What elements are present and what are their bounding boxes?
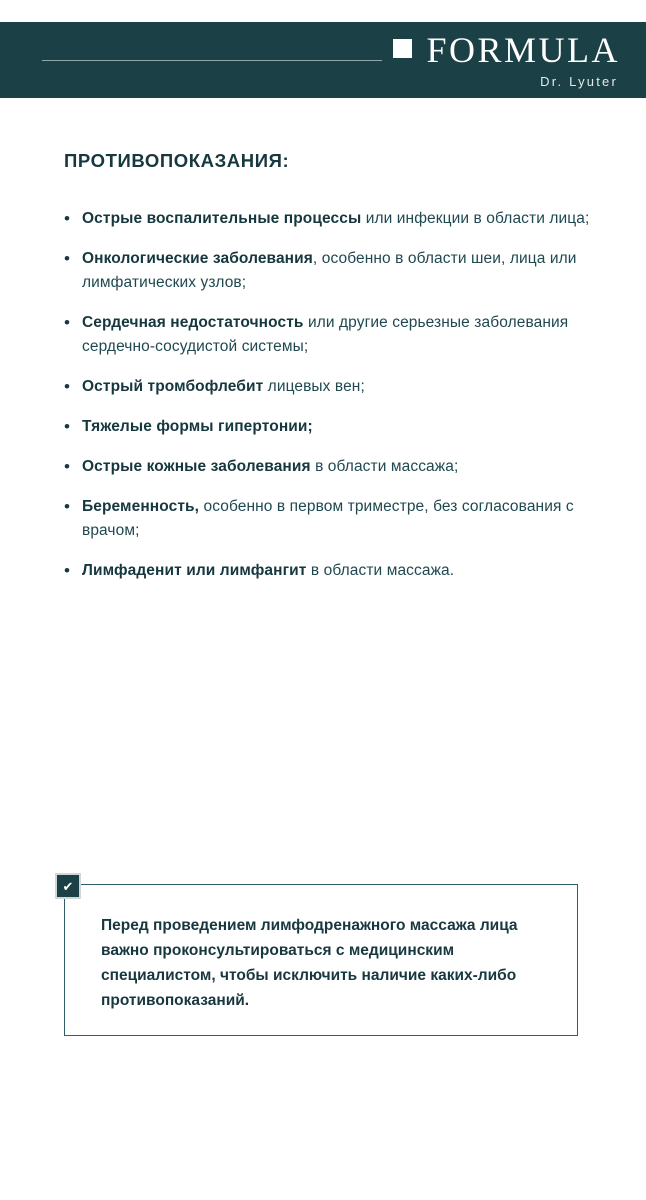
list-item-rest: или инфекции в области лица; [361,210,590,227]
brand-row [393,32,620,68]
advice-callout-text: Перед проведением лимфодренажного массажа лица важно проконсультироваться с медицинским специалистом, чтобы исключить наличие каких-либо противопоказаний. [101,917,518,1009]
list-item-bold: Беременность, [82,498,200,515]
list-item [64,311,594,359]
advice-callout [64,884,578,1036]
list-item-text [82,559,454,583]
list-item-text [82,311,594,359]
list-item-rest: , особенно в области шеи, лица или лимфатических узлов; [82,250,577,291]
list-item-rest: особенно в первом триместре, без согласования с врачом; [82,498,574,539]
list-item [64,495,594,543]
bullet-icon: • [64,377,70,396]
bullet-icon: • [64,561,70,580]
header-rule [42,60,382,61]
list-item [64,247,594,295]
brand-subtitle: Dr. Lyuter [540,74,618,89]
list-item-text [82,415,313,439]
list-item-bold: Тяжелые формы гипертонии; [82,418,313,435]
list-item-text [82,455,458,479]
contraindications-list [64,207,594,599]
list-item-bold: Острые воспалительные процессы [82,210,362,227]
list-item-rest: в области массажа. [306,562,455,579]
brand-name: FORMULA [426,30,620,70]
bullet-icon: • [64,313,70,332]
list-item-text [82,207,589,231]
page-title: ПРОТИВОПОКАЗАНИЯ: [64,150,290,171]
list-item [64,559,594,583]
list-item-rest: или другие серьезные заболевания сердечно-сосудистой системы; [82,314,569,355]
brand-block [393,32,620,88]
list-item-rest: лицевых вен; [263,378,365,395]
list-item-text [82,375,365,399]
list-item [64,207,594,231]
bullet-icon: • [64,249,70,268]
bullet-icon: • [64,417,70,436]
square-icon [393,39,412,58]
list-item-bold: Сердечная недостаточность [82,314,304,331]
list-item [64,415,594,439]
list-item-text [82,247,594,295]
bullet-icon: • [64,497,70,516]
list-item-bold: Острые кожные заболевания [82,458,311,475]
list-item-rest: в области массажа; [310,458,459,475]
list-item [64,455,594,479]
list-item-text [82,495,594,543]
list-item [64,375,594,399]
check-icon: ✔ [55,873,81,899]
bullet-icon: • [64,457,70,476]
bullet-icon: • [64,209,70,228]
list-item-bold: Онкологические заболевания [82,250,313,267]
list-item-bold: Лимфаденит или лимфангит [82,562,307,579]
header-band [0,22,646,98]
list-item-bold: Острый тромбофлебит [82,378,264,395]
